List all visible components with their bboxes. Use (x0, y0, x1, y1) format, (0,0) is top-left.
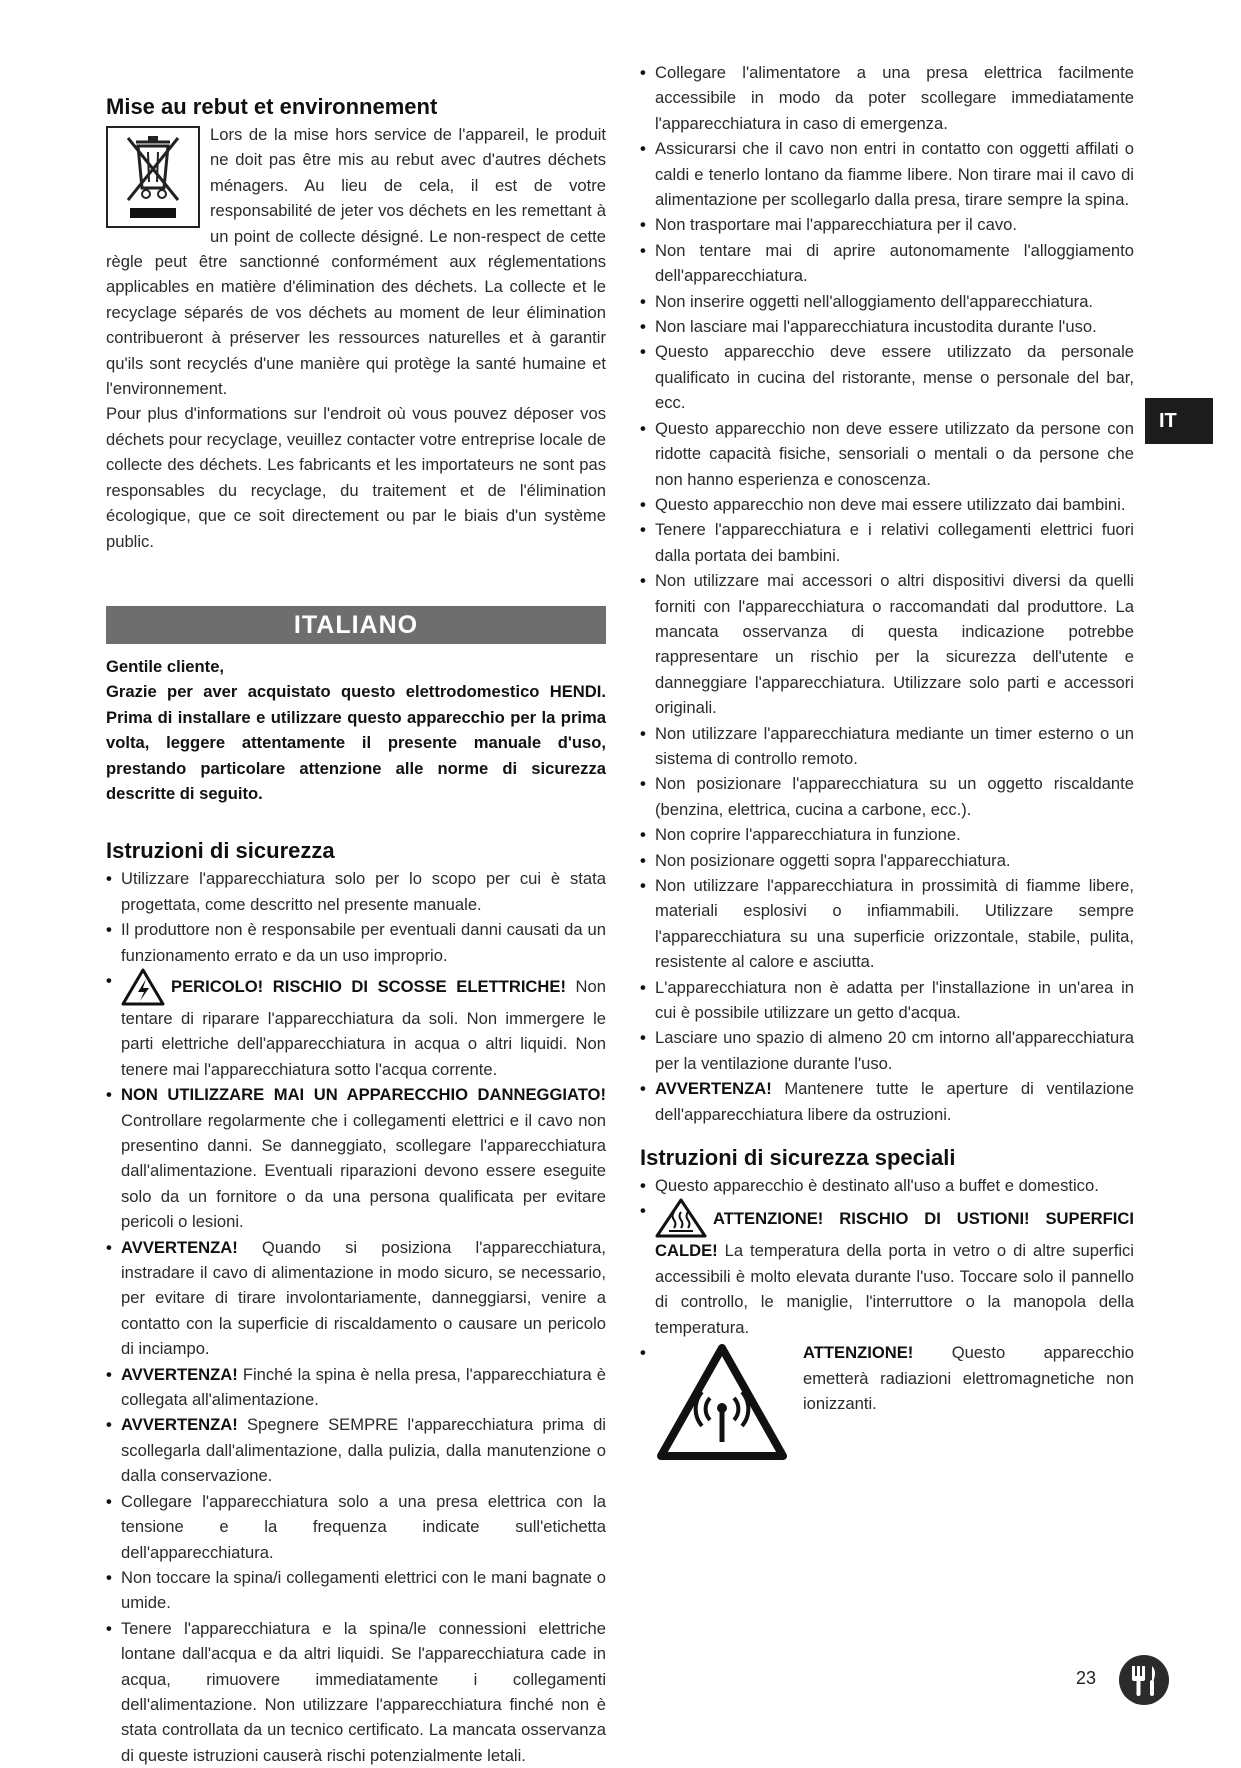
list-item: • L'apparecchiatura non è adatta per l'installazione in un'area in cui è possibile utilizzare un getto d'acqua. (640, 975, 1134, 1026)
list-item: • AVVERTENZA! Finché la spina è nella presa, l'apparecchiatura è collegata all'alimentazione. (106, 1362, 606, 1413)
disposal-paragraph-1: Lors de la mise hors service de l'appareil, le produit ne doit pas être mis au rebut avec d'autres déchets ménagers. Au lieu de cela, il est de votre responsabilité de jeter vos déchets en les remettant à un point de collecte désigné. Le non-respect de cette règle peut être sanctionné conformément aux réglementations applicables en matière d'élimination des déchets. La collecte et le recyclage séparés de vos déchets au moment de leur élimination contribueront à préserver les ressources naturelles et à garantir qu'ils sont recyclés d'une manière qui protège la santé humaine et l'environnement. (106, 125, 606, 399)
list-item: • Non toccare la spina/i collegamenti elettrici con le mani bagnate o umide. (106, 1565, 606, 1616)
list-item: • AVVERTENZA! Quando si posiziona l'apparecchiatura, instradare il cavo di alimentazione in modo sicuro, se necessario, per evitare di tirare involontariamente, danneggiarsi, venire a contatto con la superficie di riscaldamento o causare un pericolo di inciampo. (106, 1235, 606, 1362)
list-item: • Questo apparecchio non deve essere utilizzato da persone con ridotte capacità fisiche, sensoriali o mentali o da persone che non hanno esperienza e conoscenza. (640, 416, 1134, 492)
section-title-disposal: Mise au rebut et environnement (106, 94, 438, 119)
list-item: • AVVERTENZA! Spegnere SEMPRE l'apparecchiatura prima di scollegarla dall'alimentazione, dalla pulizia, dalla manutenzione o dalla conservazione. (106, 1412, 606, 1488)
list-item: • Questo apparecchio deve essere utilizzato da personale qualificato in cucina del ristorante, mense o personale del bar, ecc. (640, 339, 1134, 415)
list-item: • Non posizionare oggetti sopra l'apparecchiatura. (640, 848, 1134, 873)
list-item: • Tenere l'apparecchiatura e la spina/le connessioni elettriche lontane dall'acqua e da altri liquidi. Se l'apparecchiatura cade in acqua, rimuovere immediatamente i collegamenti dell'alimentazione. Non utilizzare l'apparecchiatura finché non è stata controllata da un tecnico certificato. La mancata osservanza di queste istruzioni causerà rischi potenzialmente letali. (106, 1616, 606, 1768)
disposal-paragraph-2: Pour plus d'informations sur l'endroit où vous pouvez déposer vos déchets pour recyclage, veuillez contacter votre entreprise locale de collecte des déchets. Les fabricants et les importateurs ne sont pas responsables du recyclage, du traitement et de l'élimination écologique, que ce soit directement ou par le biais d'un système public. (106, 404, 606, 551)
list-item: • Non coprire l'apparecchiatura in funzione. (640, 822, 1134, 847)
safety-list-continued (640, 60, 1134, 1127)
safety-list (106, 866, 606, 1768)
list-item: • PERICOLO! RISCHIO DI SCOSSE ELETTRICHE! Non tentare di riparare l'apparecchiatura da soli. Non immergere le parti elettriche dell'apparecchiatura in acqua o altri liquidi. Non tenere mai l'apparecchiatura sotto l'acqua corrente. (106, 968, 606, 1082)
language-tab-it: IT (1145, 398, 1213, 444)
list-item: • Assicurarsi che il cavo non entri in contatto con oggetti affilati o caldi e tenerlo lontano da fiamme libere. Non tirare mai il cavo di alimentazione per scollegarlo dalla presa, tirare sempre la spina. (640, 136, 1134, 212)
list-item: • Non posizionare l'apparecchiatura su un oggetto riscaldante (benzina, elettrica, cucina a carbone, ecc.). (640, 771, 1134, 822)
cutlery-logo-icon (1118, 1654, 1170, 1706)
list-item: • Non utilizzare l'apparecchiatura mediante un timer esterno o un sistema di controllo remoto. (640, 721, 1134, 772)
list-item: • Collegare l'apparecchiatura solo a una presa elettrica con la tensione e la frequenza indicate sull'etichetta dell'apparecchiatura. (106, 1489, 606, 1565)
electric-shock-warning-icon (121, 968, 165, 1006)
left-column (106, 92, 606, 1768)
list-item: • Non inserire oggetti nell'alloggiamento dell'apparecchiatura. (640, 289, 1134, 314)
list-item: • Questo apparecchio non deve mai essere utilizzato dai bambini. (640, 492, 1134, 517)
language-banner: ITALIANO (106, 606, 606, 644)
list-item: • Non tentare mai di aprire autonomamente l'alloggiamento dell'apparecchiatura. (640, 238, 1134, 289)
list-item: • Lasciare uno spazio di almeno 20 cm intorno all'apparecchiatura per la ventilazione durante l'uso. (640, 1025, 1134, 1076)
list-item: • NON UTILIZZARE MAI UN APPARECCHIO DANNEGGIATO! Controllare regolarmente che i collegamenti elettrici e il cavo non presentino danni. Se danneggiato, scollegare l'apparecchiatura dall'alimentazione. Eventuali riparazioni devono essere eseguite solo da un fornitore o da una persona qualificata per evitare pericoli o lesioni. (106, 1082, 606, 1234)
list-item: • Non trasportare mai l'apparecchiatura per il cavo. (640, 212, 1134, 237)
intro-block (106, 654, 606, 806)
list-item: • ATTENZIONE! Questo apparecchio emetterà radiazioni elettromagnetiche non ionizzanti. (640, 1340, 1134, 1416)
right-column (640, 60, 1134, 1462)
section-title-safety: Istruzioni di sicurezza (106, 838, 335, 864)
hot-surface-warning-icon (655, 1198, 707, 1238)
list-item: • Questo apparecchio è destinato all'uso a buffet e domestico. (640, 1173, 1134, 1198)
page-number: 23 (1076, 1668, 1097, 1688)
greeting: Gentile cliente, (106, 656, 225, 676)
list-item: • Utilizzare l'apparecchiatura solo per lo scopo per cui è stata progettata, come descritto nel presente manuale. (106, 866, 606, 917)
list-item: • Tenere l'apparecchiatura e i relativi collegamenti elettrici fuori dalla portata dei bambini. (640, 517, 1134, 568)
list-item: • ATTENZIONE! RISCHIO DI USTIONI! SUPERFICI CALDE! La temperatura della porta in vetro o di altre superfici accessibili è molto elevata durante l'uso. Toccare solo il pannello di controllo, le maniglie, l'interruttore o la manopola della temperatura. (640, 1198, 1134, 1340)
list-item: • AVVERTENZA! Mantenere tutte le aperture di ventilazione dell'apparecchiatura libere da ostruzioni. (640, 1076, 1134, 1127)
weee-bin-icon (106, 126, 200, 228)
intro-text: Grazie per aver acquistato questo elettrodomestico HENDI. Prima di installare e utilizzare questo apparecchio per la prima volta, leggere attentamente il presente manuale d'uso, prestando particolare attenzione alle norme di sicurezza descritte di seguito. (106, 682, 606, 803)
list-item: • Non lasciare mai l'apparecchiatura incustodita durante l'uso. (640, 314, 1134, 339)
list-item: • Il produttore non è responsabile per eventuali danni causati da un funzionamento errato e da un uso improprio. (106, 917, 606, 968)
list-item: • Non utilizzare l'apparecchiatura in prossimità di fiamme libere, materiali esplosivi o infiammabili. Utilizzare sempre l'apparecchiatura su una superficie orizzontale, stabile, pulita, resistente al calore e asciutta. (640, 873, 1134, 975)
list-item: • Non utilizzare mai accessori o altri dispositivi diversi da quelli forniti con l'apparecchiatura o raccomandati dal produttore. La mancata osservanza di questa indicazione potrebbe rappresentare un rischio per la sicurezza dell'utente e danneggiare l'apparecchiatura. Utilizzare solo parti e accessori originali. (640, 568, 1134, 720)
radiation-warning-icon (655, 1342, 789, 1462)
special-safety-list (640, 1173, 1134, 1416)
section-title-special-safety: Istruzioni di sicurezza speciali (640, 1145, 956, 1171)
list-item: • Collegare l'alimentatore a una presa elettrica facilmente accessibile in modo da poter scollegare immediatamente l'apparecchiatura in caso di emergenza. (640, 60, 1134, 136)
